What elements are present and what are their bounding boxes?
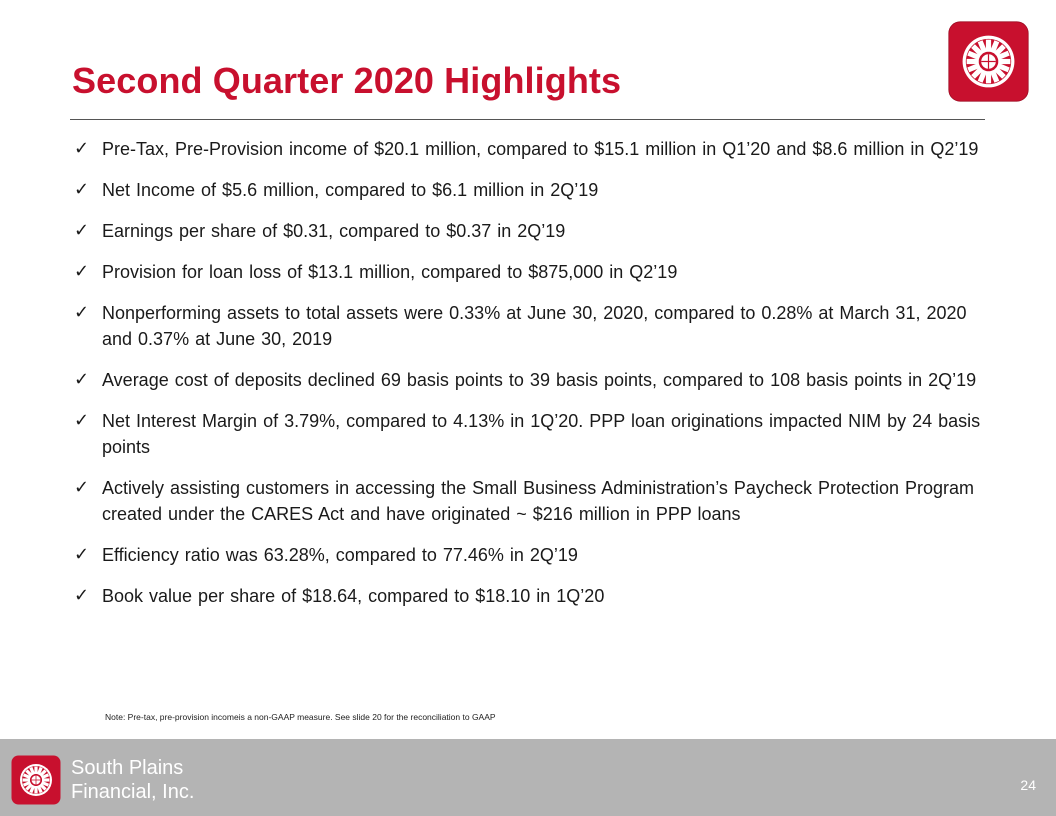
checkmark-icon: ✓: [74, 138, 90, 159]
list-item: [74, 218, 994, 244]
list-item: [74, 367, 994, 393]
logo-spoke: [34, 786, 37, 794]
checkmark-icon: ✓: [74, 477, 90, 498]
bullet-text: Book value per share of $18.64, compared to $18.10 in 1Q’20: [102, 586, 605, 606]
list-item: [74, 542, 994, 568]
footnote: Note: Pre-tax, pre-provision incomeis a non-GAAP measure. See slide 20 for the reconciliation to GAAP: [105, 712, 496, 722]
bullet-text: Pre-Tax, Pre-Provision income of $20.1 million, compared to $15.1 million in Q1’20 and $8.6 million in Q2’19: [102, 139, 979, 159]
bullet-text: Average cost of deposits declined 69 basis points to 39 basis points, compared to 108 basis points in 2Q’19: [102, 370, 977, 390]
logo-spoke: [34, 767, 37, 775]
bullet-text: Net Income of $5.6 million, compared to $6.1 million in 2Q’19: [102, 180, 599, 200]
slide-title: Second Quarter 2020 Highlights: [72, 60, 622, 101]
company-logo-small-icon: [11, 755, 61, 805]
bullet-text: Net Interest Margin of 3.79%, compared to 4.13% in 1Q’20. PPP loan originations impacted NIM by 24 basis points: [102, 411, 981, 457]
bullet-text: Provision for loan loss of $13.1 million, compared to $875,000 in Q2’19: [102, 262, 678, 282]
logo-spoke: [23, 778, 31, 781]
list-item: [74, 475, 994, 527]
checkmark-icon: ✓: [74, 585, 90, 606]
bullet-text: Efficiency ratio was 63.28%, compared to 77.46% in 2Q’19: [102, 545, 578, 565]
checkmark-icon: ✓: [74, 261, 90, 282]
bullet-text: Actively assisting customers in accessing the Small Business Administration’s Paycheck Protection Program created under the CARES Act and have originated ~ $216 million in PPP loans: [102, 478, 975, 524]
company-name-line1: South Plains: [71, 757, 184, 779]
highlights-list: [74, 136, 994, 624]
bullet-text: Earnings per share of $0.31, compared to $0.37 in 2Q’19: [102, 221, 566, 241]
list-item: [74, 177, 994, 203]
logo-spoke: [42, 778, 50, 781]
company-name-line2: Financial, Inc.: [71, 781, 195, 803]
list-item: [74, 136, 994, 162]
logo-spoke: [986, 71, 991, 83]
page-number: 24: [1020, 777, 1036, 793]
logo-spoke: [986, 40, 991, 52]
list-item: [74, 259, 994, 285]
bullet-text: Nonperforming assets to total assets were 0.33% at June 30, 2020, compared to 0.28% at March 31, 2020 and 0.37% at June 30, 2019: [102, 303, 967, 349]
logo-spoke: [998, 59, 1010, 64]
company-logo-icon: [948, 21, 1029, 102]
logo-spoke: [967, 59, 979, 64]
checkmark-icon: ✓: [74, 302, 90, 323]
checkmark-icon: ✓: [74, 410, 90, 431]
checkmark-icon: ✓: [74, 220, 90, 241]
checkmark-icon: ✓: [74, 369, 90, 390]
list-item: [74, 583, 994, 609]
title-divider: [70, 119, 985, 120]
checkmark-icon: ✓: [74, 544, 90, 565]
company-name: [71, 756, 194, 804]
list-item: [74, 300, 994, 352]
list-item: [74, 408, 994, 460]
checkmark-icon: ✓: [74, 179, 90, 200]
footer-bar: [0, 739, 1056, 816]
